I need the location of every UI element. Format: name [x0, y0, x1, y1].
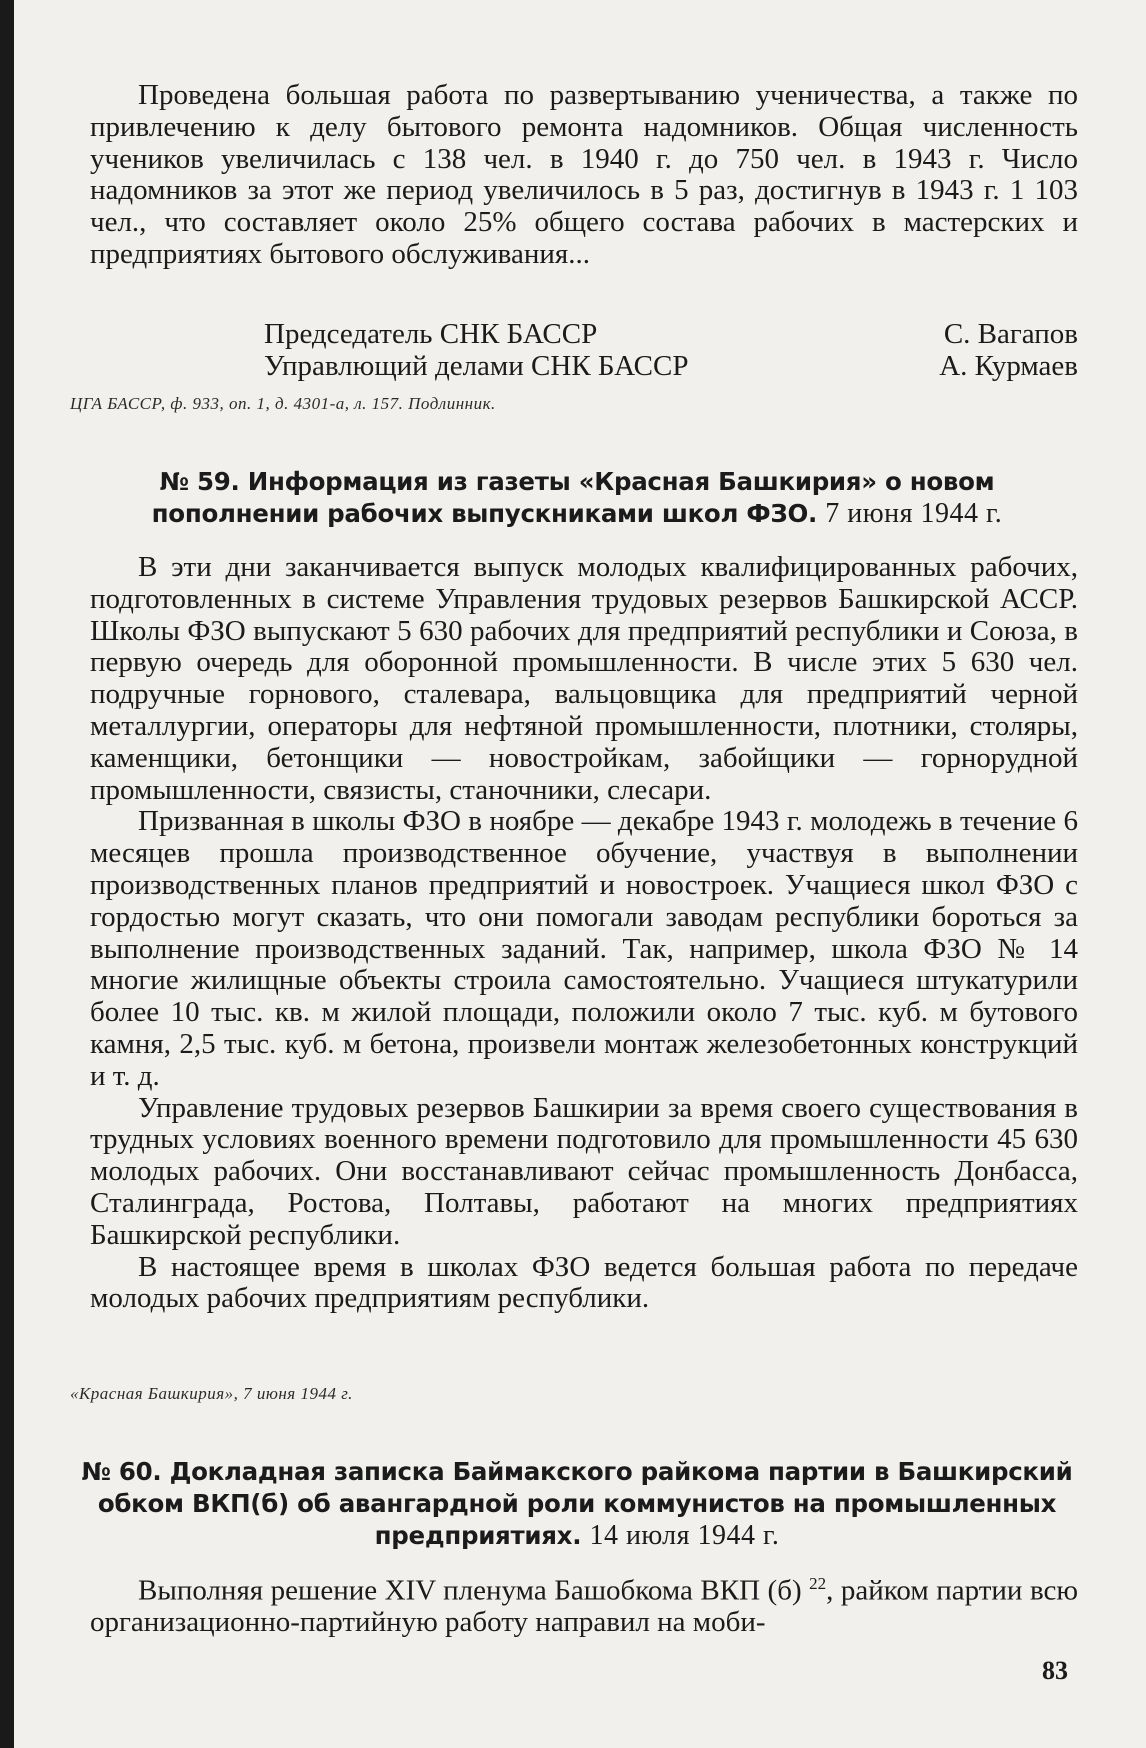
intro-text-block: [90, 80, 1078, 271]
body-paragraph: [90, 1568, 1078, 1639]
body-paragraph: Призванная в школы ФЗО в ноябре — декабре 1943 г. молодежь в течение 6 месяцев прошла производственное обучение, участвуя в выполнении производственных планов предприятий и новостроек. Учащиеся школ ФЗО с гордостью могут сказать, что они помогали заводам республики бороться за выполнение производственных заданий. Так, например, школа ФЗО № 14 многие жилищные объекты строила самостоятельно. Учащиеся штукатурили более 10 тыс. кв. м жилой площади, положили около 7 тыс. куб. м бутового камня, 2,5 тыс. куб. м бетона, произвели монтаж железобетонных конструкций и т. д.: [90, 805, 1078, 1092]
signature-role: Председатель СНК БАССР: [264, 318, 598, 350]
paragraph-end: , райком партии всю организационно-партийную работу направил на моби-: [90, 1574, 1079, 1639]
footnote-reference: 22: [809, 1574, 827, 1593]
document-60-title: № 60. Докладная записка Баймакского райкома партии в Башкирский обком ВКП(б) об авангардной роли коммунистов на промышленных предприятиях.: [81, 1457, 1073, 1550]
document-59-date: 7 июня 1944 г.: [825, 498, 1003, 529]
document-59-body: [90, 552, 1078, 1315]
document-60-date: 14 июля 1944 г.: [589, 1520, 780, 1551]
signature-block: [264, 318, 1078, 382]
signature-name: С. Вагапов: [943, 318, 1078, 350]
archive-source: ЦГА БАССР, ф. 933, оп. 1, д. 4301-а, л. 157. Подлинник.: [70, 394, 496, 413]
intro-paragraph: Проведена большая работа по развертыванию ученичества, а также по привлечению к делу бытового ремонта надомников. Общая численность учеников увеличилась с 138 чел. в 1940 г. до 750 чел. в 1943 г. Число надомников за этот же период увеличилось в 5 раз, достигнув в 1943 г. 1 103 чел., что составляет около 25% общего состава рабочих в мастерских и предприятиях бытового обслуживания...: [90, 79, 1078, 270]
document-page: [14, 0, 1146, 1748]
body-paragraph: Управление трудовых резервов Башкирии за время своего существования в трудных условиях военного времени подготовило для промышленности 45 630 молодых рабочих. Они восстанавливают сейчас промышленность Донбасса, Сталинграда, Ростова, Полтавы, работают на многих предприятиях Башкирской республики.: [90, 1091, 1078, 1251]
newspaper-source: «Красная Башкирия», 7 июня 1944 г.: [70, 1384, 353, 1403]
document-60-heading: [76, 1456, 1078, 1552]
document-59-title: № 59. Информация из газеты «Красная Башкирия» о новом пополнении рабочих выпускниками школ ФЗО.: [151, 467, 995, 528]
signature-row: [264, 318, 1078, 350]
signature-row: [264, 350, 1078, 382]
signature-name: А. Курмаев: [939, 350, 1078, 382]
body-paragraph: В эти дни заканчивается выпуск молодых квалифицированных рабочих, подготовленных в системе Управления трудовых резервов Башкирской АССР. Школы ФЗО выпускают 5 630 рабочих для предприятий республики и Союза, в первую очередь для оборонной промышленности. В числе этих 5 630 чел. подручные горнового, сталевара, вальцовщика для предприятий черной металлургии, операторы для нефтяной промышленности, плотники, столяры, каменщики, бетонщики — новостройкам, забойщики — горнорудной промышленности, связисты, станочники, слесари.: [90, 551, 1078, 806]
signature-role: Управлющий делами СНК БАССР: [264, 350, 689, 382]
body-paragraph: В настоящее время в школах ФЗО ведется большая работа по передаче молодых рабочих предприятиям республики.: [90, 1250, 1078, 1315]
document-59-heading: [76, 466, 1078, 530]
document-60-body: [90, 1568, 1078, 1639]
paragraph-start: Выполняя решение XIV пленума Башобкома ВКП (б): [138, 1574, 802, 1607]
page-number: 83: [1042, 1656, 1068, 1685]
